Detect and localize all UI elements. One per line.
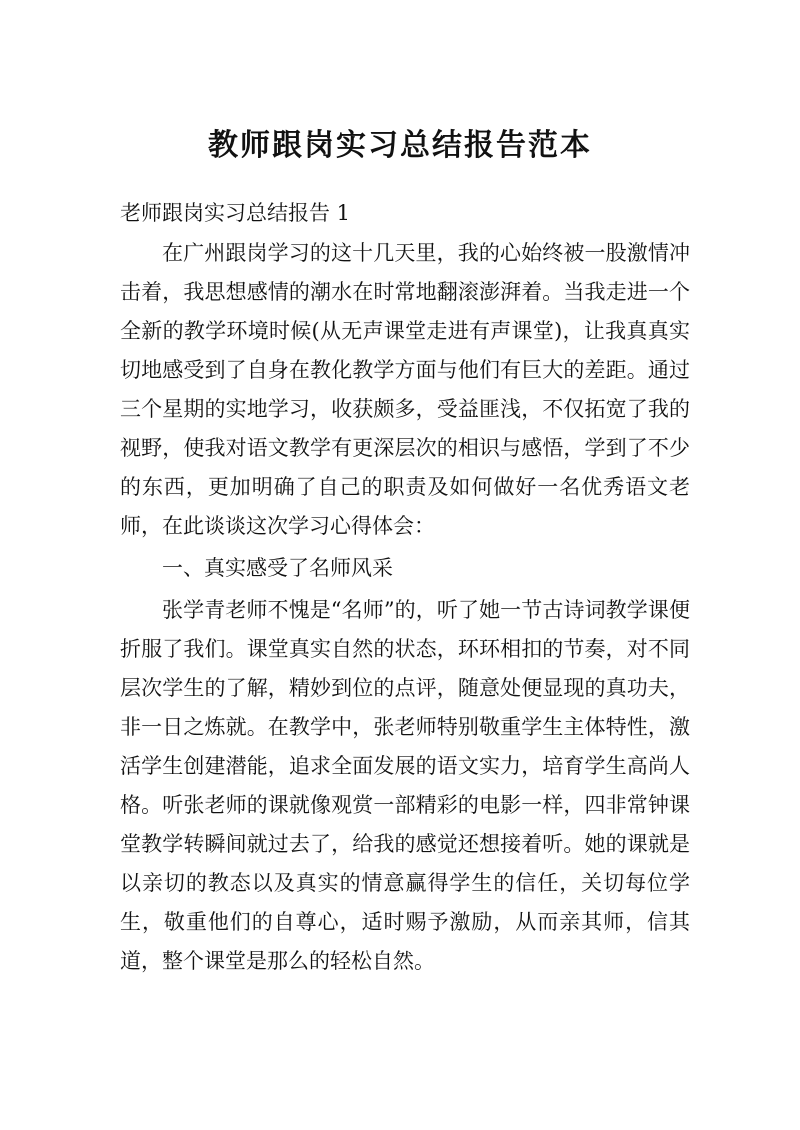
section-heading: 一、真实感受了名师风采 [162,556,393,580]
document-body [120,234,690,981]
report-subtitle: 老师跟岗实习总结报告 1 [120,201,351,225]
paragraph-teacher: 张学青老师不愧是“名师”的，听了她一节古诗词教学课便折服了我们。课堂真实自然的状态，环环相扣的节奏，对不同层次学生的了解，精妙到位的点评，随意处便显现的真功夫，非一日之炼就。在教学中，张老师特别敬重学生主体特性，激活学生创建潜能，追求全面发展的语文实力，培育学生高尚人格。听张老师的课就像观赏一部精彩的电影一样，四非常钟课堂教学转瞬间就过去了，给我的感觉还想接着听。她的课就是以亲切的教态以及真实的情意赢得学生的信任，关切每位学生，敬重他们的自尊心，适时赐予激励，从而亲其师，信其道，整个课堂是那么的轻松自然。 [120,598,690,973]
paragraph-intro: 在广州跟岗学习的这十几天里，我的心始终被一股激情冲击着，我思想感情的潮水在时常地翻滚澎湃着。当我走进一个全新的教学环境时候(从无声课堂走进有声课堂)，让我真真实切地感受到了自身在教化教学方面与他们有巨大的差距。通过三个星期的实地学习，收获颇多，受益匪浅，不仅拓宽了我的视野，使我对语文教学有更深层次的相识与感悟，学到了不少的东西，更加明确了自己的职责及如何做好一名优秀语文老师，在此谈谈这次学习心得体会： [120,241,690,538]
page-title: 教师跟岗实习总结报告范本 [208,128,592,163]
